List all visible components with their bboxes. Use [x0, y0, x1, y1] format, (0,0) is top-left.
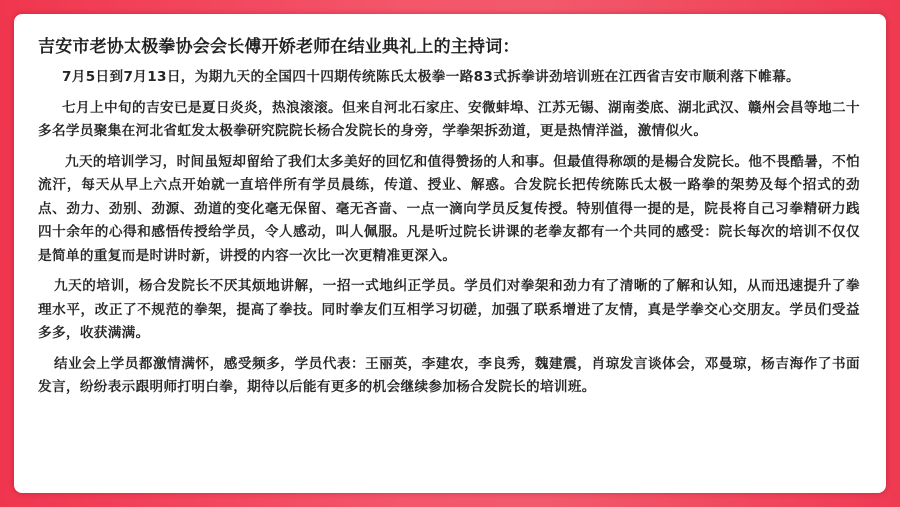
- paragraph-closing: 结业会上学员都激情满怀，感受频多，学员代表：王丽英，李建农，李良秀，魏建震，肖琼发言谈体会，邓曼琼，杨吉海作了书面发言，纷纷表示跟明师打明白拳，期待以后能有更多的机会继续参加杨合发院长的培训班。: [38, 355, 860, 395]
- document-sheet: [14, 14, 886, 493]
- paragraph-results: 九天的培训，杨合发院长不厌其烦地讲解，一招一式地纠正学员。学员们对拳架和劲力有了清晰的了解和认知，从而迅速提升了拳理水平，改正了不规范的拳架，提高了拳技。同时拳友们互相学习切磋，加强了联系增进了友情，真是学拳交心交朋友。学员们受益多多，收获满满。: [38, 278, 860, 341]
- paragraph-participants: 七月上中旬的吉安已是夏日炎炎，热浪滚滚。但来自河北石家庄、安微蚌埠、江苏无锡、湖南娄底、湖北武汉、赣州会昌等地二十多名学员聚集在河北省虹发太极拳研究院院长杨合发院长的身旁，学拳架拆劲道，更是热情洋溢，激情似火。: [38, 99, 860, 139]
- paragraph-dates: 7月5日到7月13日，为期九天的全国四十四期传统陈氏太极拳一路83式拆拳讲劲培训班在江西省吉安市顺利落下帷幕。: [62, 69, 800, 85]
- paragraph-teaching: 九天的培训学习，时间虽短却留给了我们太多美好的回忆和值得赞扬的人和事。但最值得称颂的是楊合发院长。他不畏酷暑，不怕流汗，每天从早上六点开始就一直培伴所有学员晨练，传道、授业、解惑。合发院长把传统陈氏太极一路拳的架势及每个招式的劲点、劲力、劲别、劲源、劲道的变化毫无保留、毫无吝啬、一点一滴向学员反复传授。特别值得一提的是，院長将自己习拳精研力践四十余年的心得和感悟传授给学员，令人感动，叫人佩服。凡是听过院长讲课的老拳友都有一个共同的感受：院长每次的培训不仅仅是简单的重复而是时讲时新，讲授的内容一次比一次更精准更深入。: [38, 153, 860, 264]
- document-title: 吉安市老协太极拳协会会长傅开娇老师在结业典礼上的主持词：: [38, 37, 520, 57]
